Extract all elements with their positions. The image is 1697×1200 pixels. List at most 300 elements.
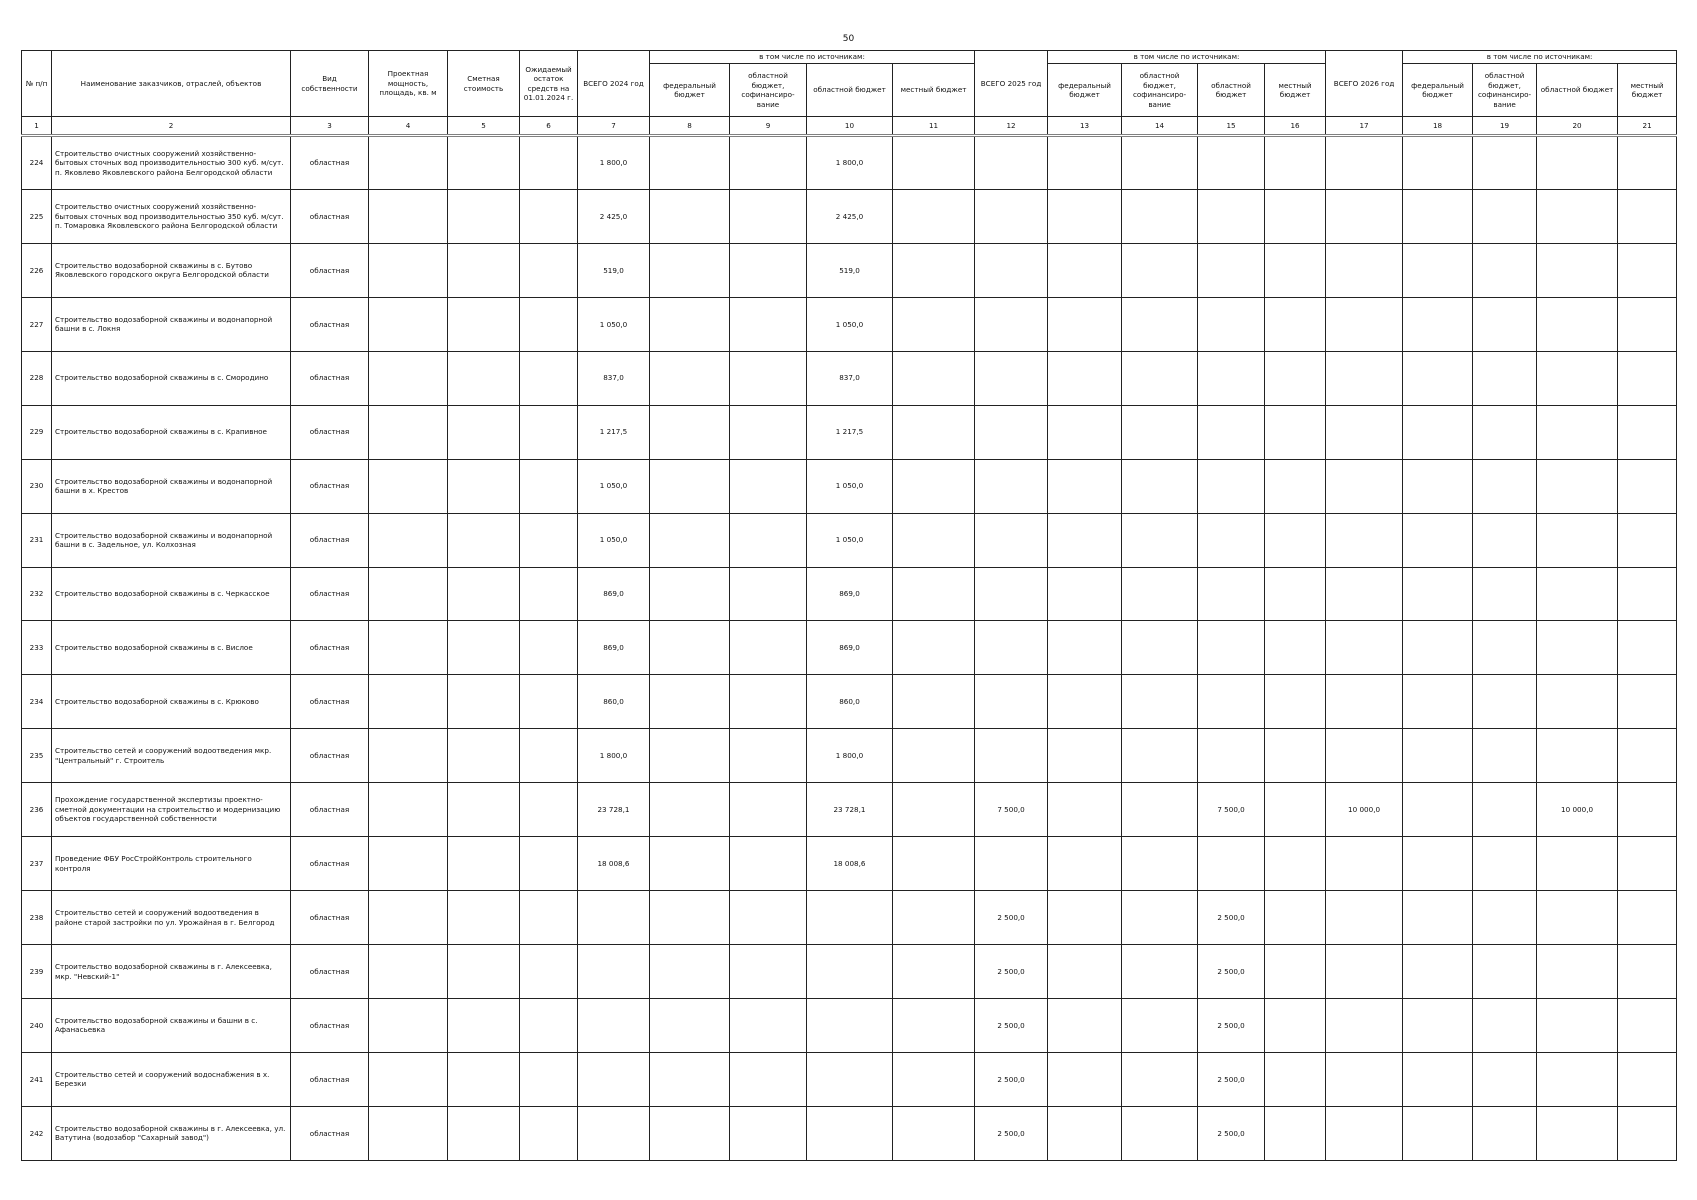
regional-2024-cell [807,999,893,1053]
federal-2026-cell [1403,189,1473,243]
total-2024-cell: 23 728,1 [578,783,650,837]
regional-2024-cell [807,1106,893,1160]
ownership-type: областная [291,567,369,621]
federal-2024-cell [650,729,730,783]
total-2024-cell: 18 008,6 [578,837,650,891]
cofin-2025-cell [1122,189,1198,243]
table-body [22,136,1677,1161]
estimate-cell [448,729,520,783]
federal-2024-cell [650,136,730,190]
estimate-cell [448,351,520,405]
regional-2025-cell: 2 500,0 [1198,999,1265,1053]
local-2026-cell [1618,297,1677,351]
cofin-2024-cell [730,189,807,243]
column-number: 14 [1122,117,1198,136]
local-2024-cell [893,945,975,999]
capacity-cell [369,189,448,243]
federal-2026-cell [1403,405,1473,459]
cofin-2026-cell [1473,837,1537,891]
regional-2026-cell [1537,243,1618,297]
page-number: 50 [842,34,855,44]
estimate-cell [448,1052,520,1106]
federal-2025-cell [1048,405,1122,459]
object-name: Строительство очистных сооружений хозяйственно-бытовых сточных вод производительностью 350 куб. м/сут. п. Томаровка Яковлевского района Белгородской области [52,189,291,243]
local-2026-cell [1618,351,1677,405]
federal-2025-cell [1048,675,1122,729]
total-2026-cell [1326,621,1403,675]
regional-2026-cell [1537,675,1618,729]
federal-2024-cell [650,837,730,891]
capacity-cell [369,837,448,891]
cofin-2026-cell [1473,459,1537,513]
remaining-cell [520,567,578,621]
cofin-2024-cell [730,297,807,351]
regional-2026-cell [1537,189,1618,243]
estimate-cell [448,405,520,459]
cofin-2024-cell [730,351,807,405]
estimate-cell [448,945,520,999]
column-number: 4 [369,117,448,136]
header-sources-2024: в том числе по источникам: [650,51,975,64]
local-2026-cell [1618,513,1677,567]
ownership-type: областная [291,243,369,297]
remaining-cell [520,297,578,351]
cofin-2025-cell [1122,459,1198,513]
header-cofin-2026: областной бюджет, софинансиро-вание [1473,64,1537,117]
cofin-2026-cell [1473,351,1537,405]
object-name: Строительство водозаборной скважины в с. Крапивное [52,405,291,459]
cofin-2024-cell [730,1052,807,1106]
local-2026-cell [1618,837,1677,891]
local-2026-cell [1618,621,1677,675]
header-estimate: Сметная стоимость [448,51,520,117]
total-2024-cell: 1 050,0 [578,513,650,567]
regional-2024-cell: 869,0 [807,567,893,621]
local-2025-cell [1265,243,1326,297]
local-2026-cell [1618,405,1677,459]
total-2025-cell [975,189,1048,243]
local-2025-cell [1265,459,1326,513]
federal-2026-cell [1403,675,1473,729]
capacity-cell [369,567,448,621]
total-2026-cell [1326,297,1403,351]
row-number: 242 [22,1106,52,1160]
federal-2024-cell [650,297,730,351]
cofin-2025-cell [1122,351,1198,405]
object-name: Строительство водозаборной скважины и водонапорной башни в с. Локня [52,297,291,351]
ownership-type: областная [291,999,369,1053]
header-name: Наименование заказчиков, отраслей, объектов [52,51,291,117]
cofin-2026-cell [1473,189,1537,243]
estimate-cell [448,675,520,729]
capacity-cell [369,1106,448,1160]
regional-2025-cell [1198,675,1265,729]
regional-2026-cell [1537,567,1618,621]
estimate-cell [448,189,520,243]
local-2024-cell [893,351,975,405]
local-2024-cell [893,513,975,567]
local-2025-cell [1265,136,1326,190]
object-name: Строительство водозаборной скважины и водонапорной башни в с. Задельное, ул. Колхозная [52,513,291,567]
total-2026-cell [1326,999,1403,1053]
federal-2026-cell [1403,136,1473,190]
cofin-2025-cell [1122,136,1198,190]
cofin-2025-cell [1122,297,1198,351]
object-name: Строительство сетей и сооружений водоснабжения в х. Березки [52,1052,291,1106]
total-2024-cell [578,945,650,999]
federal-2024-cell [650,999,730,1053]
local-2024-cell [893,891,975,945]
total-2026-cell [1326,675,1403,729]
regional-2025-cell [1198,729,1265,783]
capacity-cell [369,999,448,1053]
remaining-cell [520,999,578,1053]
regional-2026-cell [1537,513,1618,567]
local-2024-cell [893,1106,975,1160]
table-row [22,1106,1677,1160]
regional-2026-cell [1537,999,1618,1053]
regional-2025-cell: 2 500,0 [1198,1106,1265,1160]
ownership-type: областная [291,891,369,945]
regional-2025-cell [1198,297,1265,351]
local-2025-cell [1265,1052,1326,1106]
regional-2024-cell: 837,0 [807,351,893,405]
federal-2025-cell [1048,297,1122,351]
table-row [22,459,1677,513]
federal-2024-cell [650,243,730,297]
remaining-cell [520,405,578,459]
total-2025-cell: 2 500,0 [975,945,1048,999]
total-2025-cell: 2 500,0 [975,1106,1048,1160]
regional-2026-cell [1537,405,1618,459]
remaining-cell [520,837,578,891]
header-regional-2026: областной бюджет [1537,64,1618,117]
ownership-type: областная [291,405,369,459]
object-name: Строительство водозаборной скважины в с. Крюково [52,675,291,729]
total-2025-cell [975,729,1048,783]
capacity-cell [369,136,448,190]
row-number: 224 [22,136,52,190]
local-2026-cell [1618,945,1677,999]
ownership-type: областная [291,783,369,837]
federal-2026-cell [1403,1052,1473,1106]
table-row [22,351,1677,405]
object-name: Строительство водозаборной скважины в с. Вислое [52,621,291,675]
column-number: 1 [22,117,52,136]
federal-2026-cell [1403,837,1473,891]
regional-2025-cell [1198,621,1265,675]
regional-2026-cell [1537,621,1618,675]
object-name: Строительство сетей и сооружений водоотведения мкр. "Центральный" г. Строитель [52,729,291,783]
capacity-cell [369,783,448,837]
regional-2025-cell [1198,405,1265,459]
cofin-2026-cell [1473,567,1537,621]
remaining-cell [520,459,578,513]
regional-2024-cell [807,891,893,945]
table-row [22,837,1677,891]
table-row [22,999,1677,1053]
column-number: 16 [1265,117,1326,136]
remaining-cell [520,729,578,783]
federal-2024-cell [650,1106,730,1160]
estimate-cell [448,837,520,891]
cofin-2026-cell [1473,783,1537,837]
header-cofin-2025: областной бюджет, софинансиро-вание [1122,64,1198,117]
ownership-type: областная [291,621,369,675]
regional-2025-cell [1198,513,1265,567]
column-number: 20 [1537,117,1618,136]
total-2026-cell [1326,1106,1403,1160]
header-sources-2025: в том числе по источникам: [1048,51,1326,64]
regional-2024-cell: 2 425,0 [807,189,893,243]
estimate-cell [448,783,520,837]
remaining-cell [520,1052,578,1106]
federal-2025-cell [1048,459,1122,513]
header-federal-2025: федеральный бюджет [1048,64,1122,117]
federal-2026-cell [1403,297,1473,351]
capacity-cell [369,729,448,783]
cofin-2024-cell [730,567,807,621]
federal-2024-cell [650,621,730,675]
cofin-2025-cell [1122,999,1198,1053]
total-2024-cell: 1 800,0 [578,729,650,783]
local-2024-cell [893,567,975,621]
table-row [22,189,1677,243]
federal-2026-cell [1403,999,1473,1053]
local-2025-cell [1265,1106,1326,1160]
capacity-cell [369,351,448,405]
regional-2026-cell [1537,1106,1618,1160]
total-2024-cell: 2 425,0 [578,189,650,243]
federal-2024-cell [650,405,730,459]
object-name: Прохождение государственной экспертизы проектно-сметной документации на строительство и модернизацию объектов государственной собственности [52,783,291,837]
regional-2025-cell [1198,136,1265,190]
regional-2024-cell: 1 050,0 [807,459,893,513]
total-2026-cell [1326,567,1403,621]
local-2026-cell [1618,675,1677,729]
regional-2026-cell [1537,459,1618,513]
federal-2025-cell [1048,621,1122,675]
total-2024-cell: 869,0 [578,567,650,621]
total-2024-cell: 1 217,5 [578,405,650,459]
column-number: 2 [52,117,291,136]
local-2024-cell [893,243,975,297]
federal-2025-cell [1048,513,1122,567]
estimate-cell [448,513,520,567]
column-number: 10 [807,117,893,136]
cofin-2025-cell [1122,621,1198,675]
object-name: Проведение ФБУ РосСтройКонтроль строительного контроля [52,837,291,891]
object-name: Строительство водозаборной скважины в с. Смородино [52,351,291,405]
column-number: 13 [1048,117,1122,136]
local-2024-cell [893,621,975,675]
cofin-2026-cell [1473,405,1537,459]
row-number: 226 [22,243,52,297]
total-2025-cell [975,513,1048,567]
regional-2024-cell: 1 800,0 [807,136,893,190]
regional-2026-cell [1537,136,1618,190]
header-local-2025: местный бюджет [1265,64,1326,117]
capacity-cell [369,243,448,297]
regional-2026-cell [1537,297,1618,351]
cofin-2025-cell [1122,891,1198,945]
regional-2024-cell: 1 800,0 [807,729,893,783]
table-row [22,243,1677,297]
regional-2024-cell [807,945,893,999]
row-number: 232 [22,567,52,621]
cofin-2024-cell [730,459,807,513]
capacity-cell [369,945,448,999]
row-number: 228 [22,351,52,405]
header-ownership: Вид собственности [291,51,369,117]
table-row [22,567,1677,621]
federal-2025-cell [1048,837,1122,891]
regional-2025-cell [1198,189,1265,243]
header-sources-2026: в том числе по источникам: [1403,51,1677,64]
total-2024-cell: 519,0 [578,243,650,297]
total-2026-cell [1326,136,1403,190]
header-local-2024: местный бюджет [893,64,975,117]
federal-2024-cell [650,1052,730,1106]
total-2026-cell [1326,243,1403,297]
regional-2026-cell [1537,351,1618,405]
federal-2026-cell [1403,567,1473,621]
estimate-cell [448,243,520,297]
regional-2025-cell [1198,567,1265,621]
row-number: 238 [22,891,52,945]
regional-2024-cell: 869,0 [807,621,893,675]
regional-2026-cell: 10 000,0 [1537,783,1618,837]
local-2024-cell [893,297,975,351]
local-2026-cell [1618,891,1677,945]
capacity-cell [369,405,448,459]
remaining-cell [520,351,578,405]
local-2025-cell [1265,297,1326,351]
local-2025-cell [1265,351,1326,405]
federal-2025-cell [1048,1052,1122,1106]
capacity-cell [369,297,448,351]
estimate-cell [448,459,520,513]
column-number: 21 [1618,117,1677,136]
estimate-cell [448,999,520,1053]
column-number: 3 [291,117,369,136]
local-2026-cell [1618,567,1677,621]
row-number: 239 [22,945,52,999]
federal-2024-cell [650,675,730,729]
cofin-2025-cell [1122,243,1198,297]
regional-2025-cell [1198,459,1265,513]
table-row [22,136,1677,190]
ownership-type: областная [291,1052,369,1106]
cofin-2024-cell [730,945,807,999]
cofin-2026-cell [1473,243,1537,297]
cofin-2026-cell [1473,513,1537,567]
cofin-2026-cell [1473,1106,1537,1160]
federal-2024-cell [650,567,730,621]
table-row [22,1052,1677,1106]
estimate-cell [448,1106,520,1160]
cofin-2024-cell [730,243,807,297]
cofin-2024-cell [730,621,807,675]
federal-2025-cell [1048,891,1122,945]
federal-2024-cell [650,945,730,999]
local-2026-cell [1618,189,1677,243]
total-2024-cell: 1 050,0 [578,297,650,351]
regional-2025-cell [1198,351,1265,405]
table-row [22,945,1677,999]
cofin-2025-cell [1122,513,1198,567]
table-row [22,729,1677,783]
capacity-cell [369,513,448,567]
regional-2025-cell: 2 500,0 [1198,945,1265,999]
local-2025-cell [1265,891,1326,945]
column-number: 6 [520,117,578,136]
federal-2026-cell [1403,783,1473,837]
total-2026-cell: 10 000,0 [1326,783,1403,837]
header-capacity: Проектная мощность, площадь, кв. м [369,51,448,117]
federal-2025-cell [1048,243,1122,297]
row-number: 225 [22,189,52,243]
regional-2024-cell [807,1052,893,1106]
ownership-type: областная [291,1106,369,1160]
cofin-2026-cell [1473,729,1537,783]
header-regional-2025: областной бюджет [1198,64,1265,117]
total-2026-cell [1326,837,1403,891]
column-number: 7 [578,117,650,136]
ownership-type: областная [291,136,369,190]
cofin-2025-cell [1122,1052,1198,1106]
capacity-cell [369,459,448,513]
cofin-2025-cell [1122,783,1198,837]
header-regional-2024: областной бюджет [807,64,893,117]
estimate-cell [448,621,520,675]
header-total-2025: ВСЕГО 2025 год [975,51,1048,117]
capacity-cell [369,675,448,729]
budget-table [21,50,1677,1161]
local-2024-cell [893,837,975,891]
regional-2024-cell: 860,0 [807,675,893,729]
column-number: 19 [1473,117,1537,136]
local-2025-cell [1265,999,1326,1053]
ownership-type: областная [291,837,369,891]
local-2025-cell [1265,513,1326,567]
regional-2025-cell [1198,243,1265,297]
local-2024-cell [893,189,975,243]
regional-2025-cell: 7 500,0 [1198,783,1265,837]
cofin-2026-cell [1473,136,1537,190]
row-number: 235 [22,729,52,783]
estimate-cell [448,567,520,621]
table-row [22,621,1677,675]
federal-2024-cell [650,891,730,945]
total-2025-cell: 2 500,0 [975,891,1048,945]
header-federal-2026: федеральный бюджет [1403,64,1473,117]
header-total-2024: ВСЕГО 2024 год [578,51,650,117]
regional-2024-cell: 1 050,0 [807,297,893,351]
local-2026-cell [1618,999,1677,1053]
total-2026-cell [1326,513,1403,567]
total-2024-cell: 837,0 [578,351,650,405]
local-2026-cell [1618,783,1677,837]
total-2025-cell [975,567,1048,621]
object-name: Строительство водозаборной скважины в г. Алексеевка, мкр. "Невский-1" [52,945,291,999]
row-number: 234 [22,675,52,729]
table-row [22,675,1677,729]
cofin-2025-cell [1122,1106,1198,1160]
total-2024-cell: 1 050,0 [578,459,650,513]
cofin-2026-cell [1473,945,1537,999]
total-2024-cell [578,999,650,1053]
